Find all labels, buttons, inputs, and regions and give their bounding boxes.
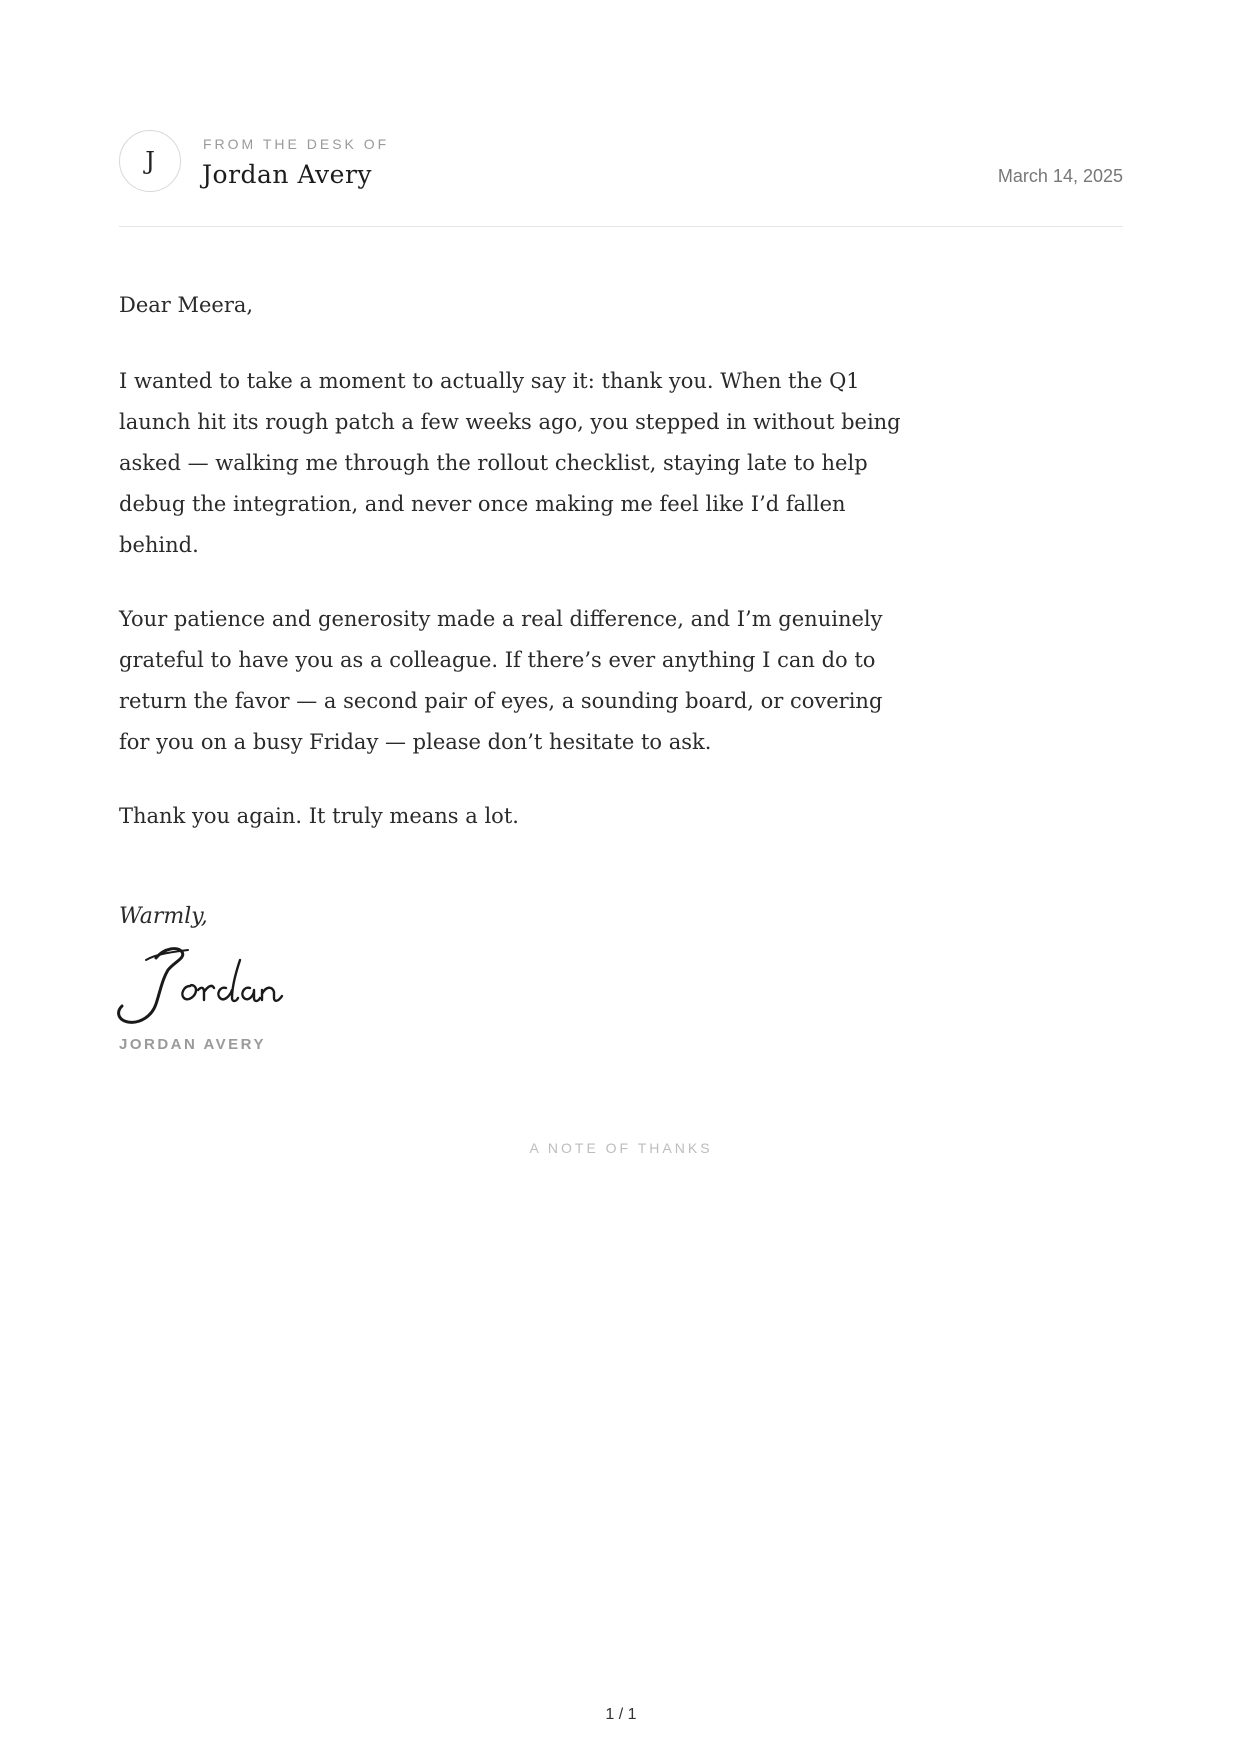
letter-date: March 14, 2025	[997, 166, 1123, 186]
printed-name: JORDAN AVERY	[119, 1036, 266, 1053]
handwritten-signature	[116, 940, 286, 1026]
body-paragraph-1: I wanted to take a moment to actually say it: thank you. When the Q1 launch hit its rough patch a few weeks ago, you stepped in without being asked — walking me through the rollout checklist, staying late to help debug the integration, and never once making me feel like I’d fallen behind.	[119, 369, 901, 557]
desk-label: FROM THE DESK OF	[203, 136, 390, 152]
page-number: 1 / 1	[605, 1706, 637, 1723]
letterhead	[119, 130, 1123, 227]
salutation: Dear Meera,	[119, 293, 254, 317]
letter-body	[119, 285, 909, 870]
sender-name: Jordan Avery	[202, 160, 373, 189]
footer-note: A NOTE OF THANKS	[529, 1140, 713, 1156]
sign-off: Warmly,	[119, 904, 208, 929]
body-paragraph-3: Thank you again. It truly means a lot.	[119, 804, 519, 828]
body-paragraph-2: Your patience and generosity made a real difference, and I’m genuinely grateful to have you as a colleague. If there’s ever anything I can do to return the favor — a second pair of eyes, a sounding board, or covering for you on a busy Friday — please don’t hesitate to ask.	[119, 607, 883, 754]
monogram-badge: J	[119, 130, 181, 192]
